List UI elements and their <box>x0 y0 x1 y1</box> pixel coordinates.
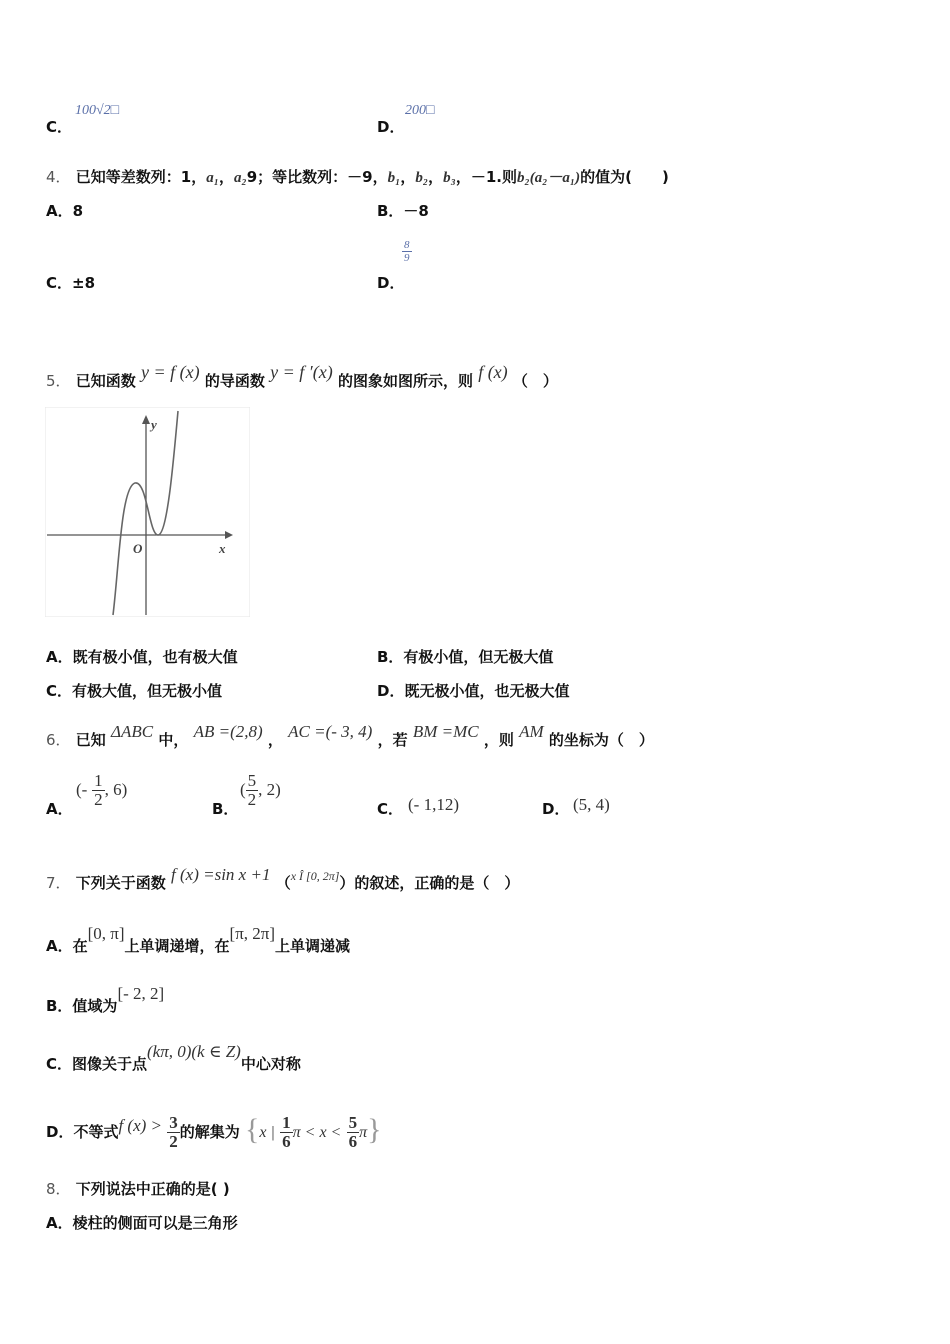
q4-expression: b₂(a₂－a₁) <box>516 170 581 186</box>
q7-option-a <box>46 914 350 966</box>
q4-option-d-label: D． <box>377 274 405 292</box>
q7-option-d-n2: 5 <box>348 1113 358 1132</box>
q7-option-c-text-b: 中心对称 <box>240 1055 301 1073</box>
q7-option-a-interval1: [0, π] <box>87 924 125 943</box>
q7-text-a: 下列关于函数 <box>75 874 166 892</box>
q6-math-triangle: ΔABC <box>111 722 154 741</box>
q7-option-d <box>46 1096 382 1163</box>
q4-option-d-numerator: 8 <box>404 239 410 251</box>
q3-option-d-value: 200□ <box>405 103 435 118</box>
q7-option-b <box>46 974 164 1026</box>
q4-b1: b₁ <box>387 170 401 186</box>
q6-option-a-den: 2 <box>94 790 103 809</box>
q7-option-d-brace-left: { <box>245 1113 260 1146</box>
q5-text-a: 已知函数 <box>75 372 136 390</box>
q5-option-b: B．有极小值，但无极大值 <box>377 648 554 666</box>
q4-number: 4． <box>46 168 71 186</box>
graph-origin-label: O <box>133 541 143 556</box>
q5-number: 5． <box>46 372 71 390</box>
q5-stem <box>46 352 558 401</box>
q7-paren-left: （ <box>275 874 291 892</box>
q7-option-a-text-a: A．在 <box>46 937 88 955</box>
q6-option-a-num: 1 <box>94 771 103 790</box>
q7-option-d-set-a: x | <box>259 1124 275 1141</box>
q4-text-a: 已知等差数列：1， <box>75 168 207 186</box>
q7-option-c-point: (kπ, 0)(k ∈ Z) <box>147 1042 241 1061</box>
q7-option-d-inequality: f (x) > <box>118 1116 163 1135</box>
q5-math-y-fx: y = f (x) <box>141 362 200 382</box>
q4-a1: a₁ <box>206 170 219 186</box>
q4-b2: b₂ <box>415 170 429 186</box>
q6-option-b-post: , 2) <box>258 780 281 799</box>
q6-option-c-label: C． <box>377 800 404 818</box>
q7-text-b: ）的叙述，正确的是（ ） <box>339 874 520 892</box>
q6-option-b-den: 2 <box>247 790 257 809</box>
q6-option-c-value: (- 1,12) <box>408 795 459 814</box>
q7-stem <box>46 855 519 903</box>
q6-math-ab: AB =(2,8) <box>193 722 263 741</box>
q5-option-d: D．既无极小值，也无极大值 <box>377 682 570 700</box>
q6-option-b-value <box>240 772 281 809</box>
q5-option-a: A．既有极小值，也有极大值 <box>46 648 238 666</box>
q6-text-e: ，则 <box>483 731 514 749</box>
q8-option-a: A．棱柱的侧面可以是三角形 <box>46 1214 238 1232</box>
q6-option-a-value <box>76 772 127 809</box>
q5-text-c: 的图象如图所示，则 <box>337 372 473 390</box>
q4-text-c: ，－1.则 <box>455 168 517 186</box>
q7-option-d-set-c: π <box>359 1124 368 1141</box>
graph-y-label: y <box>151 417 157 432</box>
q7-option-d-set-b: π < x < <box>292 1124 342 1141</box>
q5-math-fx: f (x) <box>478 362 508 382</box>
q7-option-d-d1: 6 <box>282 1132 291 1151</box>
q5-text-d: （ ） <box>512 372 558 390</box>
q7-option-a-interval2: [π, 2π] <box>229 924 276 943</box>
q7-option-d-d2: 6 <box>348 1132 358 1151</box>
q8-number: 8． <box>46 1180 71 1198</box>
q7-number: 7． <box>46 874 71 892</box>
q4-option-b: B．－8 <box>377 202 429 220</box>
q3-option-c-label: C． <box>46 118 73 136</box>
q4-text-b: 9；等比数列：－9， <box>246 168 388 186</box>
q5-derivative-graph <box>45 407 250 617</box>
q4-option-a: A．8 <box>46 202 84 220</box>
q7-option-d-text-b: 的解集为 <box>179 1123 240 1141</box>
q5-option-c: C．有极大值，但无极小值 <box>46 682 223 700</box>
q6-stem <box>46 712 654 760</box>
q6-text-f: 的坐标为（ ） <box>548 731 654 749</box>
q4-text-d: 的值为( ) <box>580 168 669 186</box>
q3-option-d-label: D． <box>377 118 405 136</box>
q7-option-a-text-b: 上单调递增，在 <box>124 937 230 955</box>
q6-text-a: 已知 <box>75 731 106 749</box>
q7-option-b-range: [- 2, 2] <box>117 984 165 1003</box>
q7-option-a-text-c: 上单调递减 <box>275 937 351 955</box>
q4-sep2: ， <box>400 168 416 186</box>
q6-text-b: 中， <box>158 731 189 749</box>
q4-option-c: C．±8 <box>46 274 96 292</box>
q6-text-c: ， <box>267 731 283 749</box>
q4-sep1: ， <box>218 168 234 186</box>
q6-text-d: ，若 <box>377 731 408 749</box>
q6-math-bm-mc: BM =MC <box>412 722 479 741</box>
q6-option-d-value: (5, 4) <box>573 795 610 814</box>
q6-math-ac: AC =(- 3, 4) <box>288 722 373 741</box>
q4-a2: a₂ <box>233 170 247 186</box>
q6-option-b-label: B． <box>212 800 239 818</box>
q5-text-b: 的导函数 <box>204 372 265 390</box>
q4-b3: b₃ <box>443 170 456 186</box>
q8-text: 下列说法中正确的是( ) <box>75 1180 230 1198</box>
q8-stem <box>46 1178 230 1199</box>
q7-option-d-num: 3 <box>169 1113 178 1132</box>
q6-option-a-label: A． <box>46 800 73 818</box>
q6-math-am: AM <box>519 722 544 741</box>
q4-option-d-denominator: 9 <box>404 252 410 264</box>
q7-option-c-text-a: C．图像关于点 <box>46 1055 148 1073</box>
q5-math-derivative: y = f ′(x) <box>270 362 333 382</box>
q7-math-function: f (x) =sin x +1 <box>171 865 271 884</box>
q4-sep3: ， <box>428 168 444 186</box>
q7-option-c <box>46 1032 301 1084</box>
q4-option-d-fraction <box>402 239 412 264</box>
q6-number: 6． <box>46 731 71 749</box>
q4-stem <box>46 166 669 187</box>
graph-x-label: x <box>219 541 226 556</box>
q7-option-d-den: 2 <box>169 1132 178 1151</box>
q7-option-d-n1: 1 <box>282 1113 291 1132</box>
q3-option-c-value: 100√2□ <box>75 103 120 118</box>
q6-option-d-label: D． <box>542 800 570 818</box>
q6-option-b-num: 5 <box>247 771 257 790</box>
q7-option-b-text: B．值域为 <box>46 997 118 1015</box>
q6-option-a-pre: (- <box>76 780 88 799</box>
q7-option-d-text-a: D．不等式 <box>46 1123 119 1141</box>
q6-option-b-pre: ( <box>240 780 246 799</box>
q6-option-a-post: , 6) <box>104 780 128 799</box>
q7-math-domain: x Î [0, 2π] <box>290 869 340 883</box>
q7-option-d-brace-right: } <box>367 1113 382 1146</box>
graph-frame <box>45 407 250 617</box>
